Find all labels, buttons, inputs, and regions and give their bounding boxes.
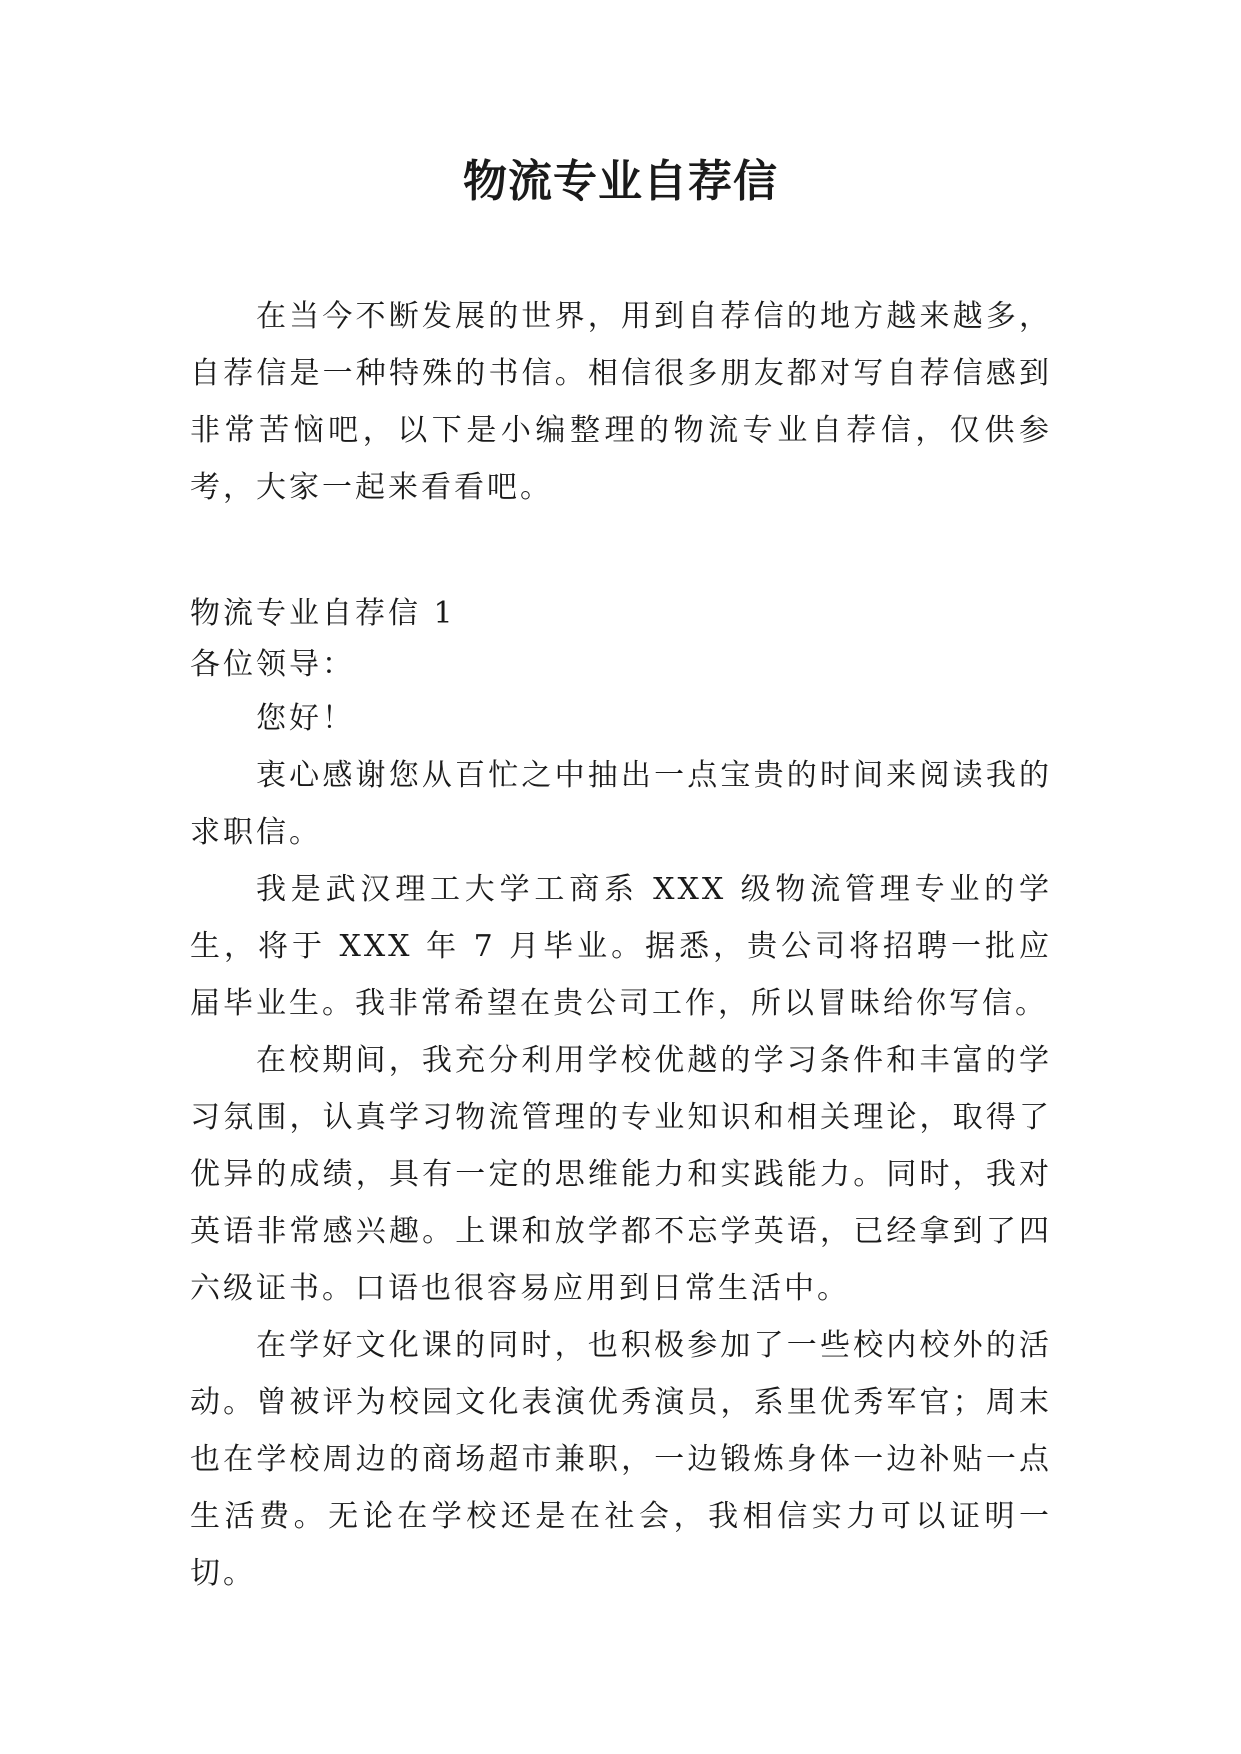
greeting: 您好！ bbox=[256, 701, 355, 736]
body-paragraph: 在学好文化课的同时，也积极参加了一些校内校外的活动。曾被评为校园文化表演优秀演员，系里优秀军官；周末也在学校周边的商场超市兼职，一边锻炼身体一边补贴一点生活费。无论在学校还是在社会，我相信实力可以证明一切。 bbox=[190, 1328, 1052, 1591]
document-title: 物流专业自荐信 bbox=[463, 156, 778, 207]
section-spacer bbox=[190, 516, 1052, 573]
body-paragraph: 在校期间，我充分利用学校优越的学习条件和丰富的学习氛围，认真学习物流管理的专业知识和相关理论，取得了优异的成绩，具有一定的思维能力和实践能力。同时，我对英语非常感兴趣。上课和放学都不忘学英语，已经拿到了四六级证书。口语也很容易应用到日常生活中。 bbox=[190, 1043, 1052, 1306]
salutation: 各位领导： bbox=[190, 647, 355, 682]
section-heading: 物流专业自荐信 1 bbox=[190, 596, 456, 631]
body-paragraph: 我是武汉理工大学工商系 XXX 级物流管理专业的学生，将于 XXX 年 7 月毕业。据悉，贵公司将招聘一批应届毕业生。我非常希望在贵公司工作，所以冒昧给你写信。 bbox=[190, 872, 1052, 1021]
intro-paragraph: 在当今不断发展的世界，用到自荐信的地方越来越多，自荐信是一种特殊的书信。相信很多朋友都对写自荐信感到非常苦恼吧，以下是小编整理的物流专业自荐信，仅供参考，大家一起来看看吧。 bbox=[190, 299, 1052, 505]
body-paragraph: 衷心感谢您从百忙之中抽出一点宝贵的时间来阅读我的求职信。 bbox=[190, 758, 1052, 850]
document-body bbox=[190, 288, 1052, 1602]
